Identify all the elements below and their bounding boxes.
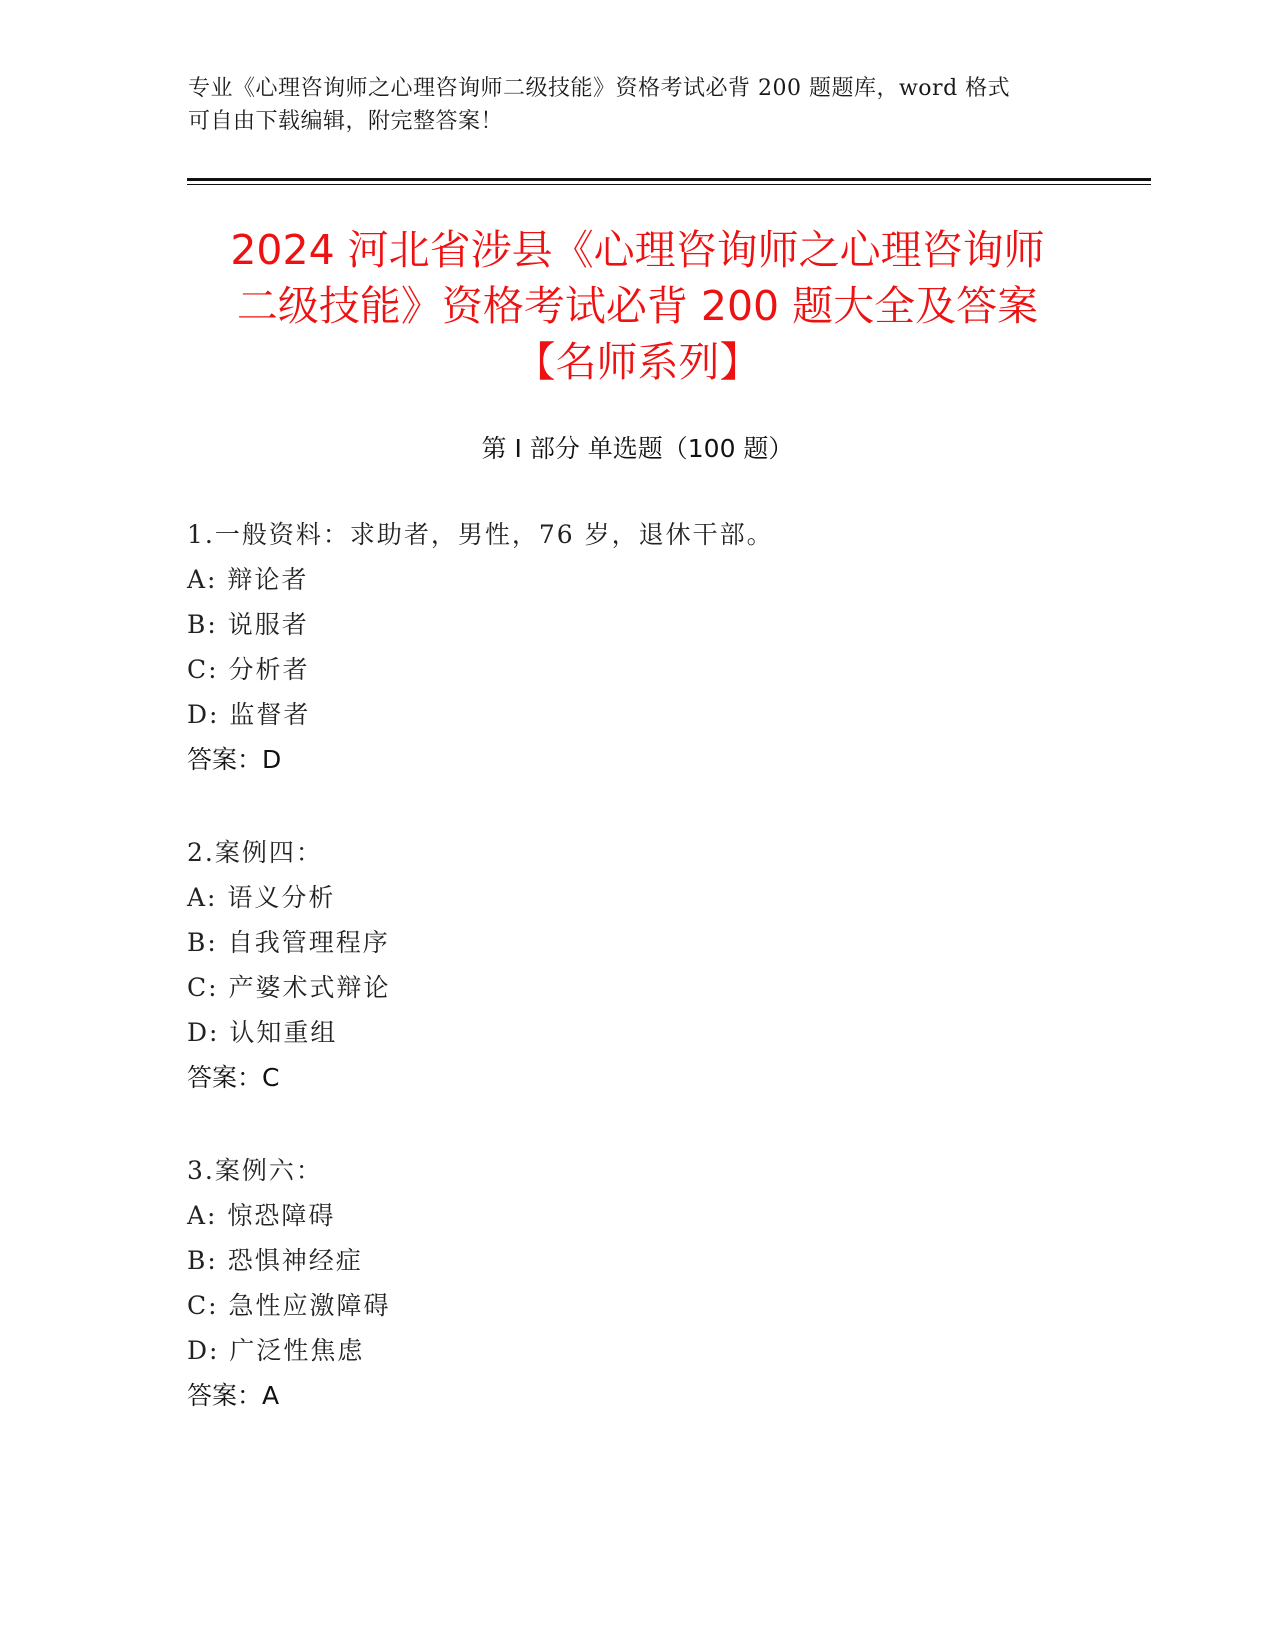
question-stem: 3.案例六： xyxy=(187,1156,323,1185)
option-a: A: 惊恐障碍 xyxy=(187,1201,336,1230)
answer-line: 答案：C xyxy=(187,1063,280,1092)
option-c: C: 产婆术式辩论 xyxy=(187,973,391,1002)
question-stem: 1.一般资料：求助者，男性，76 岁，退休干部。 xyxy=(187,520,774,549)
header-note-line-1: 专业《心理咨询师之心理咨询师二级技能》资格考试必背 200 题题库，word 格式 xyxy=(188,76,1011,101)
option-c: C: 分析者 xyxy=(187,655,310,684)
question-block xyxy=(187,1148,1087,1418)
option-b: B: 自我管理程序 xyxy=(187,928,390,957)
option-d: D: 监督者 xyxy=(187,700,311,729)
question-stem: 2.案例四： xyxy=(187,838,323,867)
question-block xyxy=(187,830,1087,1100)
option-c: C: 急性应激障碍 xyxy=(187,1291,391,1320)
answer-line: 答案：D xyxy=(187,745,282,774)
header-rule-thick xyxy=(187,178,1151,181)
option-b: B: 说服者 xyxy=(187,610,309,639)
header-note xyxy=(188,72,1068,138)
section-heading: 第 I 部分 单选题（100 题） xyxy=(481,434,794,463)
header-note-line-2: 可自由下载编辑，附完整答案！ xyxy=(188,109,504,134)
question-block xyxy=(187,512,1087,782)
option-b: B: 恐惧神经症 xyxy=(187,1246,363,1275)
header-rule-thin xyxy=(187,184,1151,185)
document-title xyxy=(150,222,1125,390)
document-title-line-3: 【名师系列】 xyxy=(514,338,761,386)
option-d: D: 认知重组 xyxy=(187,1018,338,1047)
document-title-line-2: 二级技能》资格考试必背 200 题大全及答案 xyxy=(236,282,1039,330)
document-title-line-1: 2024 河北省涉县《心理咨询师之心理咨询师 xyxy=(230,226,1045,274)
option-a: A: 语义分析 xyxy=(187,883,336,912)
option-a: A: 辩论者 xyxy=(187,565,309,594)
answer-line: 答案：A xyxy=(187,1381,280,1410)
option-d: D: 广泛性焦虑 xyxy=(187,1336,365,1365)
